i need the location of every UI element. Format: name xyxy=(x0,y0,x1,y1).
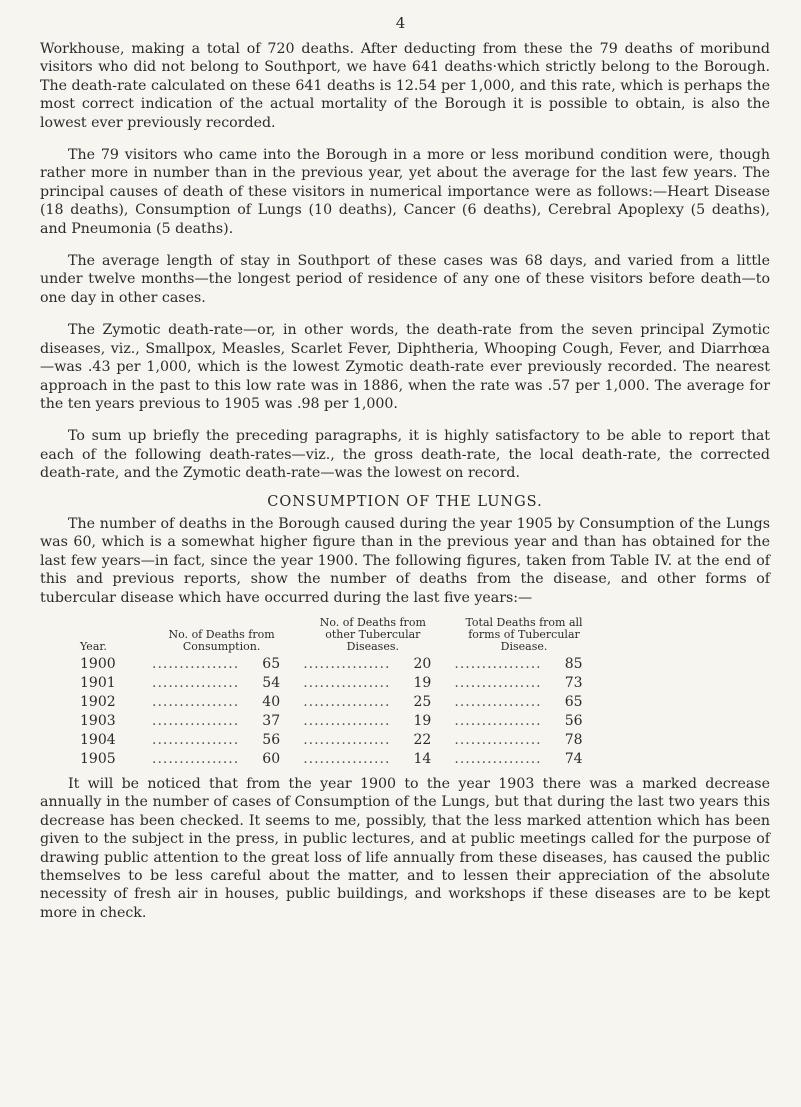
paragraph-workhouse-deaths: Workhouse, making a total of 720 deaths. After deducting from these the 79 deaths of moribund visitors who did not belong to Southport, we have 641 deaths·which strictly belong to the Borough. The death-rate calculated on these 641 deaths is 12.54 per 1,000, and this rate, which is perhaps the most correct indication of the actual mortality of the Borough it is possible to obtain, is also the lowest ever previously recorded. xyxy=(40,41,770,131)
cell-total-tubercular: 65 xyxy=(564,693,583,710)
header-consumption: No. of Deaths from Consumption. xyxy=(168,627,275,653)
dot-leader: ................ xyxy=(152,712,240,729)
dot-leader: ................ xyxy=(152,693,240,710)
cell-total-tubercular: 74 xyxy=(564,750,583,767)
dot-leader: ................ xyxy=(303,712,391,729)
header-other-tubercular: No. of Deaths from other Tubercular Diseases. xyxy=(319,615,426,653)
tubercular-deaths-table xyxy=(80,617,600,769)
cell-other-tubercular: 19 xyxy=(413,712,432,729)
dot-leader: ................ xyxy=(303,674,391,691)
paragraph-consumption-intro: The number of deaths in the Borough caused during the year 1905 by Consumption of the Lungs was 60, which is a somewhat higher figure than in the previous year and than has obtained for the last few years—in fact, since the year 1900. The following figures, taken from Table IV. at the end of this and previous reports, show the number of deaths from the disease, and other forms of tubercular disease which have occurred during the last five years:— xyxy=(40,515,770,606)
dot-leader: ................ xyxy=(152,655,240,672)
dot-leader: ................ xyxy=(454,712,542,729)
paragraph-summary: To sum up briefly the preceding paragraphs, it is highly satisfactory to be able to report that each of the following death-rates—viz., the gross death-rate, the local death-rate, the corrected death-rate, and the Zymotic death-rate—was the lowest on record. xyxy=(40,428,770,482)
dot-leader: ................ xyxy=(303,750,391,767)
dot-leader: ................ xyxy=(152,731,240,748)
cell-year: 1905 xyxy=(80,750,116,767)
cell-year: 1900 xyxy=(80,655,116,672)
cell-year: 1903 xyxy=(80,712,116,729)
dot-leader: ................ xyxy=(152,674,240,691)
dot-leader: ................ xyxy=(454,655,542,672)
table-row xyxy=(80,731,600,750)
table-row xyxy=(80,750,600,769)
cell-consumption: 60 xyxy=(262,750,281,767)
header-year: Year. xyxy=(80,639,107,653)
cell-other-tubercular: 25 xyxy=(413,693,432,710)
cell-other-tubercular: 22 xyxy=(413,731,432,748)
cell-consumption: 65 xyxy=(262,655,281,672)
dot-leader: ................ xyxy=(454,750,542,767)
dot-leader: ................ xyxy=(152,750,240,767)
paragraph-moribund-visitors: The 79 visitors who came into the Borough in a more or less moribund condition were, though rather more in number than in the previous year, yet about the average for the last few years. The principal causes of death of these visitors in numerical importance were as follows:—Heart Disease (18 deaths), Consumption of Lungs (10 deaths), Cancer (6 deaths), Cerebral Apoplexy (5 deaths), and Pneumonia (5 deaths). xyxy=(40,147,770,237)
cell-year: 1904 xyxy=(80,731,116,748)
table-row xyxy=(80,712,600,731)
cell-total-tubercular: 85 xyxy=(564,655,583,672)
paragraph-conclusion: It will be noticed that from the year 1900 to the year 1903 there was a marked decrease annually in the number of cases of Consumption of the Lungs, but that during the last two years this decrease has been checked. It seems to me, possibly, that the less marked attention which has been given to the subject in the press, in public lectures, and at public meetings called for the purpose of drawing public attention to the great loss of life annually from these diseases, has caused the public themselves to be less careful about the matter, and to lessen their appreciation of the absolute necessity of fresh air in houses, public buildings, and workshops if these diseases are to be kept more in check. xyxy=(40,775,770,921)
dot-leader: ................ xyxy=(454,693,542,710)
cell-consumption: 54 xyxy=(262,674,281,691)
table-row xyxy=(80,674,600,693)
dot-leader: ................ xyxy=(454,731,542,748)
page-number: 4 xyxy=(395,14,406,32)
table-row xyxy=(80,693,600,712)
cell-total-tubercular: 78 xyxy=(564,731,583,748)
cell-consumption: 56 xyxy=(262,731,281,748)
dot-leader: ................ xyxy=(303,731,391,748)
dot-leader: ................ xyxy=(303,655,391,672)
paragraph-average-stay: The average length of stay in Southport of these cases was 68 days, and varied from a little under twelve months—the longest period of residence of any one of these visitors before death—to one day in other cases. xyxy=(40,253,770,306)
cell-consumption: 37 xyxy=(262,712,281,729)
table-body xyxy=(80,655,600,769)
cell-total-tubercular: 73 xyxy=(564,674,583,691)
table-row xyxy=(80,655,600,674)
cell-year: 1902 xyxy=(80,693,116,710)
dot-leader: ................ xyxy=(303,693,391,710)
paragraph-zymotic-rate: The Zymotic death-rate—or, in other words, the death-rate from the seven principal Zymotic diseases, viz., Smallpox, Measles, Scarlet Fever, Diphtheria, Whooping Cough, Fever, and Diarrhœa—was .43 per 1,000, which is the lowest Zymotic death-rate ever previously recorded. The nearest approach in the past to this low rate was in 1886, when the rate was .57 per 1,000. The average for the ten years previous to 1905 was .98 per 1,000. xyxy=(40,322,770,412)
cell-consumption: 40 xyxy=(262,693,281,710)
dot-leader: ................ xyxy=(454,674,542,691)
cell-year: 1901 xyxy=(80,674,116,691)
cell-total-tubercular: 56 xyxy=(564,712,583,729)
cell-other-tubercular: 14 xyxy=(413,750,432,767)
header-total-tubercular: Total Deaths from all forms of Tubercular Disease. xyxy=(465,615,583,653)
cell-other-tubercular: 20 xyxy=(413,655,432,672)
cell-other-tubercular: 19 xyxy=(413,674,432,691)
document-body xyxy=(40,40,770,936)
section-heading: CONSUMPTION OF THE LUNGS. xyxy=(267,493,543,510)
